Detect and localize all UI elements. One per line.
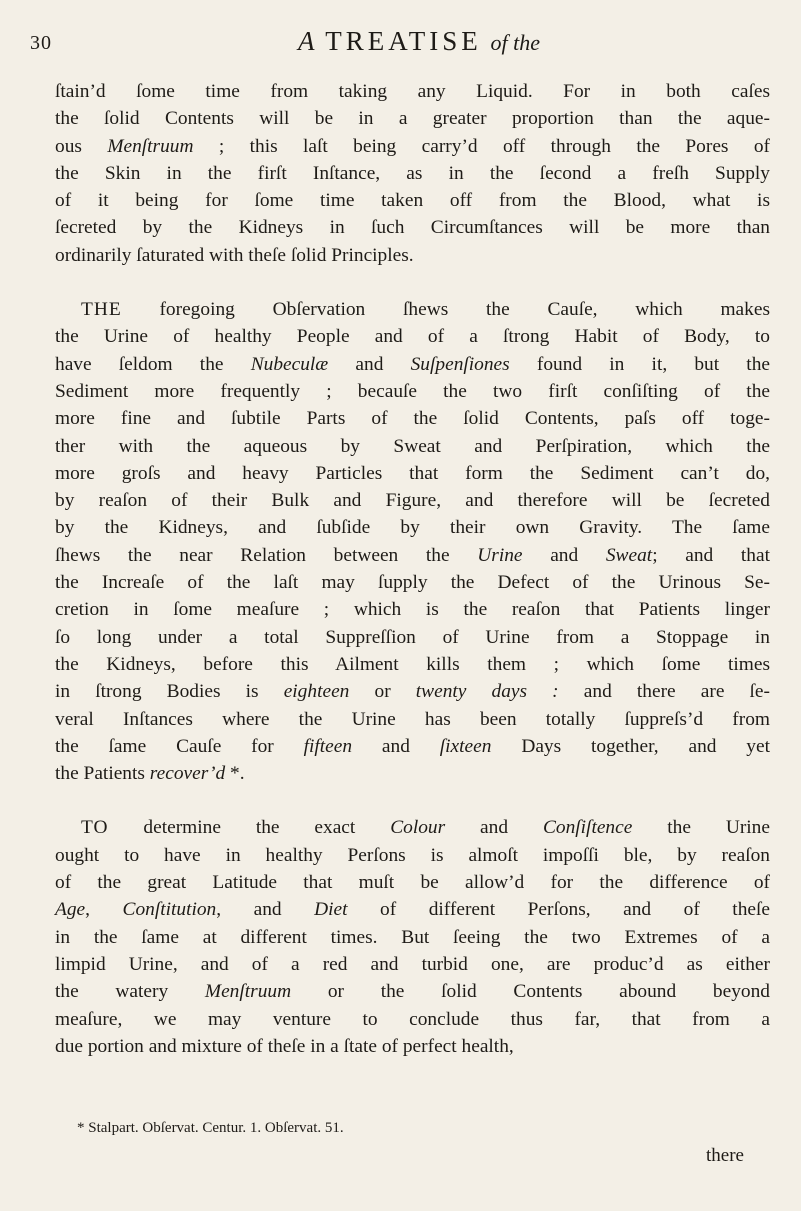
paragraph: [55, 296, 770, 787]
catchword: there: [706, 1145, 744, 1166]
text-line: meaſure, we may venture to conclude thus far, that from a: [55, 1008, 770, 1030]
text-line: Age, Conſtitution, and Diet of different Perſons, and of theſe: [55, 899, 770, 921]
text-line: veral Inſtances where the Urine has been totally ſuppreſs’d from: [55, 708, 770, 730]
italic-text: Menſtruum: [204, 981, 292, 1003]
text-line: THE foregoing Obſervation ſhews the Cauſe, which makes: [81, 299, 770, 321]
text-line: limpid Urine, and of a red and turbid one, are produc’d as either: [55, 953, 770, 975]
text-line: the Increaſe of the laſt may ſupply the Defect of the Urinous Se-: [55, 572, 770, 594]
text-line: cretion in ſome meaſure ; which is the reaſon that Patients linger: [55, 599, 770, 621]
italic-text: Urine: [477, 544, 523, 566]
text-line: the Urine of healthy People and of a ſtrong Habit of Body, to: [55, 326, 770, 348]
text-line: ther with the aqueous by Sweat and Perſpiration, which the: [55, 435, 770, 457]
page-header: [30, 26, 770, 66]
text-line: the Kidneys, before this Ailment kills them ; which ſome times: [55, 653, 770, 675]
text-line: the Patients recover’d *.: [55, 763, 245, 785]
text-line: ſo long under a total Suppreſſion of Urine from a Stoppage in: [55, 626, 770, 648]
paragraph-gap: [55, 269, 770, 296]
text-line: due portion and mixture of theſe in a ſtate of perfect health,: [55, 1035, 514, 1057]
text-line: TO determine the exact Colour and Conſiſtence the Urine: [81, 817, 770, 839]
italic-text: Conſtitution: [122, 899, 217, 921]
paragraph-opening-caps: THE: [81, 299, 122, 321]
text-line: Sediment more frequently ; becauſe the two firſt conſiſting of the: [55, 380, 770, 402]
text-line: more fine and ſubtile Parts of the ſolid Contents, paſs off toge-: [55, 408, 770, 430]
italic-text: Nubeculæ: [250, 353, 329, 375]
text-line: the ſame Cauſe for fifteen and ſixteen Days together, and yet: [55, 735, 770, 757]
italic-text: Suſpenſiones: [410, 353, 510, 375]
footnote: * Stalpart. Obſervat. Centur. 1. Obſervat. 51.: [77, 1120, 344, 1136]
text-line: have ſeldom the Nubeculæ and Suſpenſiones found in it, but the: [55, 353, 770, 375]
text-line: ordinarily ſaturated with theſe ſolid Principles.: [55, 244, 414, 266]
paragraph-gap: [55, 787, 770, 814]
text-line: ſtain’d ſome time from taking any Liquid. For in both caſes: [55, 81, 770, 102]
paragraph: [55, 814, 770, 1060]
paragraph-opening-caps: TO: [81, 817, 109, 839]
italic-text: Age: [55, 899, 86, 921]
running-head-title: TREATISE: [325, 26, 482, 56]
text-line: the ſolid Contents will be in a greater proportion than the aque-: [55, 108, 770, 130]
text-line: ought to have in healthy Perſons is almoſt impoſſi ble, by reaſon: [55, 844, 770, 866]
text-line: the watery Menſtruum or the ſolid Contents abound beyond: [55, 981, 771, 1003]
body-text: [55, 78, 770, 1060]
italic-text: Diet: [314, 899, 348, 921]
text-line: the Skin in the firſt Inſtance, as in the ſecond a freſh Supply: [55, 162, 770, 184]
italic-text: Conſiſtence: [542, 817, 633, 839]
paragraph: [55, 78, 770, 269]
text-line: of it being for ſome time taken off from the Blood, what is: [55, 190, 770, 212]
text-line: in the ſame at different times. But ſeeing the two Extremes of a: [55, 926, 770, 948]
text-line: more groſs and heavy Particles that form the Sediment can’t do,: [55, 462, 770, 484]
italic-text: Menſtruum: [107, 135, 194, 157]
text-line: in ſtrong Bodies is eighteen or twenty days : and there are ſe-: [55, 681, 770, 703]
text-line: of the great Latitude that muſt be allow’d for the difference of: [55, 872, 770, 894]
page-number: 30: [30, 32, 52, 54]
text-line: ſhews the near Relation between the Urine and Sweat; and that: [55, 544, 770, 566]
text-line: by the Kidneys, and ſubſide by their own Gravity. The ſame: [55, 517, 770, 539]
italic-text: fifteen: [303, 735, 353, 757]
running-head-article: A: [298, 26, 315, 56]
running-head-tail: of the: [490, 30, 540, 55]
italic-text: eighteen: [283, 681, 350, 703]
running-head: [298, 26, 540, 57]
italic-text: twenty days :: [415, 681, 559, 703]
text-line: by reaſon of their Bulk and Figure, and therefore will be ſecreted: [55, 490, 770, 512]
text-line: ſecreted by the Kidneys in ſuch Circumſtances will be more than: [55, 217, 770, 239]
italic-text: Sweat: [605, 544, 653, 566]
italic-text: recover’d: [149, 763, 226, 785]
text-line: ous Menſtruum ; this laſt being carry’d off through the Pores of: [55, 135, 770, 157]
italic-text: Colour: [390, 817, 446, 839]
italic-text: ſixteen: [439, 735, 492, 757]
